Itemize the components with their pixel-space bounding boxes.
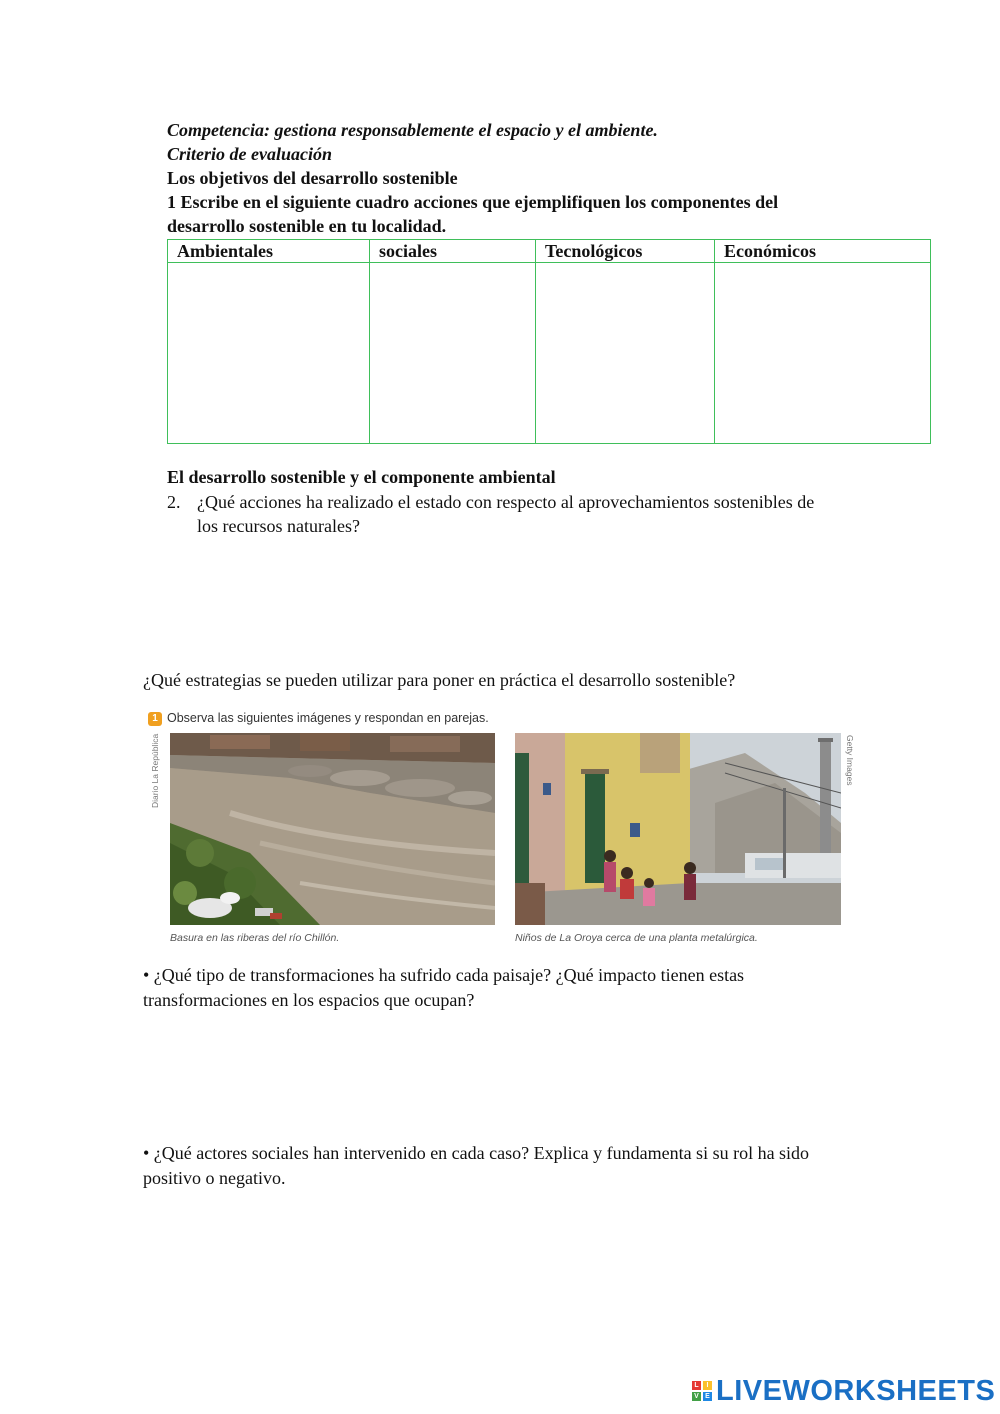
header-economicos: Económicos bbox=[715, 240, 931, 263]
figure-badge: 1 bbox=[148, 712, 162, 726]
question-5-answer-area[interactable] bbox=[143, 1198, 923, 1348]
question-2-number: 2. bbox=[167, 492, 181, 512]
question-5-line-1: • ¿Qué actores sociales han intervenido en cada caso? Explica y fundamenta si su rol ha sido bbox=[143, 1143, 810, 1163]
river-illustration bbox=[170, 733, 495, 925]
liveworksheets-logo[interactable] bbox=[692, 1375, 995, 1407]
figure-instruction bbox=[148, 711, 489, 726]
question-4-line-2: transformaciones en los espacios que ocupan? bbox=[143, 990, 475, 1010]
answer-cell-ambientales[interactable] bbox=[168, 263, 370, 444]
figure-instruction-text: Observa las siguientes imágenes y respondan en parejas. bbox=[167, 711, 489, 725]
la-oroya-photo bbox=[515, 733, 841, 925]
answer-cell-tecnologicos[interactable] bbox=[536, 263, 715, 444]
question-4-answer-area[interactable] bbox=[143, 1020, 923, 1130]
logo-grid-v: V bbox=[692, 1392, 701, 1401]
question-2-line-1: ¿Qué acciones ha realizado el estado con respecto al aprovechamientos sostenibles de bbox=[197, 492, 815, 512]
header-tecnologicos: Tecnológicos bbox=[536, 240, 715, 263]
question-4-line-1: • ¿Qué tipo de transformaciones ha sufrido cada paisaje? ¿Qué impacto tienen estas bbox=[143, 965, 745, 985]
right-photo-caption: Niños de La Oroya cerca de una planta metalúrgica. bbox=[515, 932, 758, 944]
section2-title: El desarrollo sostenible y el componente ambiental bbox=[167, 467, 556, 487]
header-ambientales: Ambientales bbox=[168, 240, 370, 263]
left-photo-caption: Basura en las riberas del río Chillón. bbox=[170, 932, 340, 944]
river-photo bbox=[170, 733, 495, 925]
competencia-text: Competencia: gestiona responsablemente el espacio y el ambiente. bbox=[167, 120, 658, 140]
la-oroya-illustration bbox=[515, 733, 841, 925]
answer-cell-sociales[interactable] bbox=[370, 263, 536, 444]
logo-grid-l: L bbox=[692, 1381, 701, 1390]
question-2-answer-area[interactable] bbox=[197, 545, 927, 645]
right-photo-credit: Getty Images bbox=[845, 735, 855, 786]
question-3: ¿Qué estrategias se pueden utilizar para poner en práctica el desarrollo sostenible? bbox=[143, 670, 736, 690]
question-1-line-2: desarrollo sostenible en tu localidad. bbox=[167, 216, 447, 236]
question-1-line-1: 1 Escribe en el siguiente cuadro acciones que ejemplifiquen los componentes del bbox=[167, 192, 779, 212]
question-2-line-2: los recursos naturales? bbox=[197, 516, 360, 536]
section1-title: Los objetivos del desarrollo sostenible bbox=[167, 168, 458, 188]
criterio-text: Criterio de evaluación bbox=[167, 144, 332, 164]
logo-grid-i: I bbox=[703, 1381, 712, 1390]
left-photo-credit: Diario La República bbox=[150, 733, 160, 808]
answer-cell-economicos[interactable] bbox=[715, 263, 931, 444]
components-table bbox=[167, 239, 931, 444]
question-5-line-2: positivo o negativo. bbox=[143, 1168, 286, 1188]
logo-text: LIVEWORKSHEETS bbox=[716, 1374, 996, 1407]
header-sociales: sociales bbox=[370, 240, 536, 263]
logo-grid-icon bbox=[692, 1381, 712, 1401]
logo-grid-e: E bbox=[703, 1392, 712, 1401]
